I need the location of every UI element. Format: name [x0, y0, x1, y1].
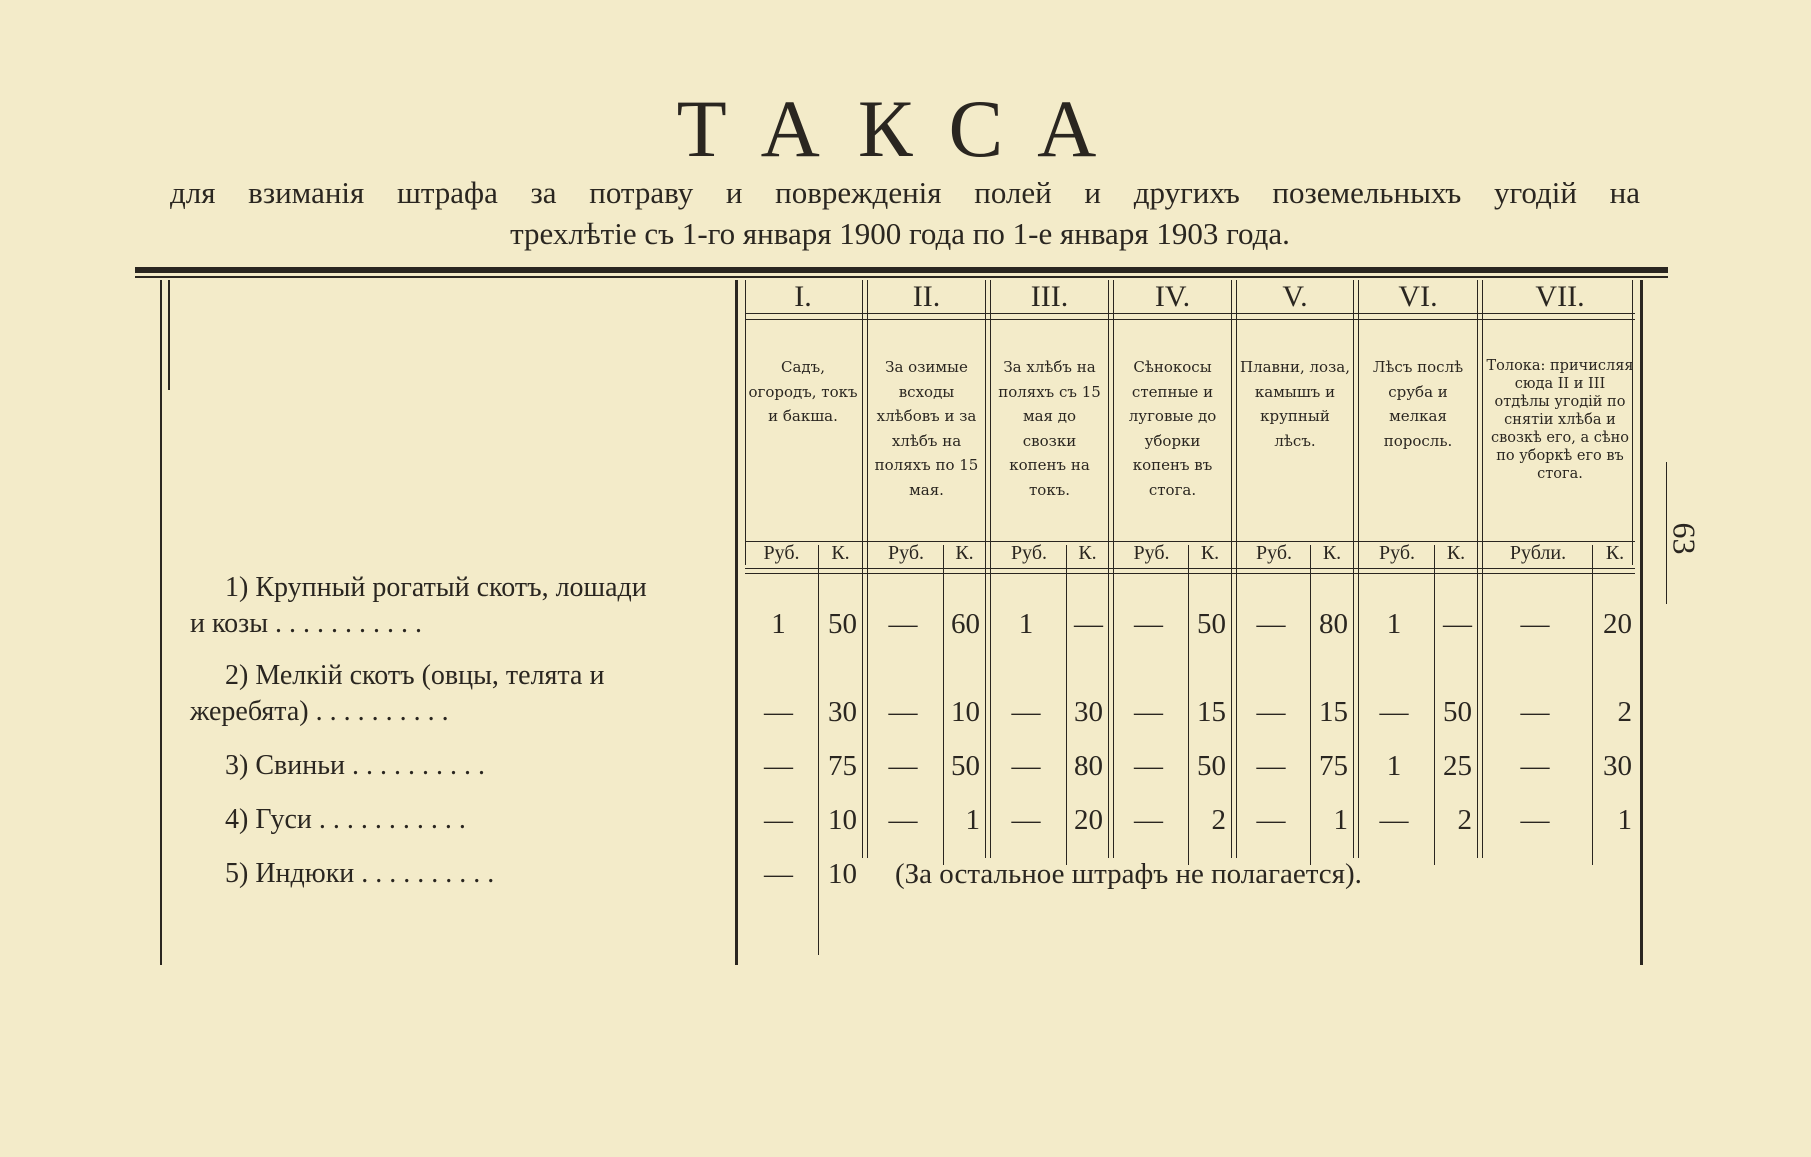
column-numeral: I. [794, 280, 812, 313]
rub-unit-label: Руб. [1010, 542, 1048, 564]
rub-value: — [1520, 608, 1550, 640]
subtitle-line-2: трехлѣтіе съ 1-го января 1900 года по 1-е января 1903 года. [510, 216, 1290, 251]
rub-value: 1 [771, 608, 786, 640]
top-rule-thin [135, 276, 1668, 278]
kopek-value: — [1443, 608, 1472, 640]
rub-k-separator [1066, 545, 1067, 865]
column-separator [1108, 280, 1109, 858]
table-right-border [1640, 280, 1643, 965]
rub-k-separator [1592, 545, 1593, 865]
rub-value: — [1256, 608, 1286, 640]
kopek-unit-label: К. [955, 542, 974, 564]
margin-rule [1666, 462, 1667, 604]
row-label: 5) Индюки . . . . . . . . . . [225, 858, 495, 889]
top-rule [135, 267, 1668, 273]
kopek-unit-label: К. [831, 542, 850, 564]
kopek-value: 50 [1443, 696, 1472, 728]
kopek-value: 30 [1074, 696, 1103, 728]
kopek-value: 30 [828, 696, 857, 728]
row-label-continuation: жеребята) . . . . . . . . . . [190, 696, 449, 727]
rub-value: — [764, 696, 793, 728]
row-label: 3) Свиньи . . . . . . . . . . [225, 750, 485, 781]
kopek-unit-label: К. [1605, 542, 1625, 564]
kopek-value: 20 [1074, 804, 1103, 836]
kopek-value: 1 [1617, 804, 1632, 836]
rub-value: — [1134, 608, 1163, 640]
rub-value: — [888, 750, 918, 782]
kopek-value: 60 [951, 608, 980, 640]
kopek-value: 75 [828, 750, 857, 782]
column-description: Садъ, огородъ, токъ и бакша. [748, 358, 858, 425]
kopek-value: 75 [1319, 750, 1348, 782]
kopek-value: 50 [951, 750, 980, 782]
rub-value: — [888, 804, 918, 836]
column-separator [985, 280, 986, 858]
kopek-value: 15 [1197, 696, 1226, 728]
column-description: Плавни, лоза, камышъ и крупный лѣсъ. [1240, 358, 1350, 450]
rub-k-separator [1188, 545, 1189, 865]
unit-rule [745, 573, 1635, 574]
kopek-value: 2 [1457, 804, 1472, 836]
kopek-value: 25 [1443, 750, 1472, 782]
row-label: 1) Крупный рогатый скотъ, лошади [225, 572, 647, 603]
unit-rule [745, 568, 1635, 569]
rub-value: — [1256, 804, 1286, 836]
column-separator [867, 280, 868, 858]
rub-value: — [1134, 750, 1163, 782]
kopek-value: 80 [1074, 750, 1103, 782]
rub-value: — [1520, 750, 1550, 782]
table-left-border [160, 280, 162, 965]
header-rule [745, 319, 1635, 320]
rub-value: — [1134, 696, 1163, 728]
kopek-value: 50 [1197, 750, 1226, 782]
rub-value: — [1011, 696, 1041, 728]
kopek-value: 50 [1197, 608, 1226, 640]
column-separator [1353, 280, 1354, 858]
page-number: 63 [1666, 522, 1703, 555]
rub-value: — [1134, 804, 1163, 836]
column-separator [1477, 280, 1478, 858]
rub-value: — [1011, 804, 1041, 836]
footnote: (За остальное штрафъ не полагается). [895, 858, 1362, 890]
rub-value: — [888, 696, 918, 728]
rub-value: — [1379, 696, 1409, 728]
row-label-continuation: и козы . . . . . . . . . . . [190, 608, 423, 639]
column-separator [1358, 280, 1359, 858]
column-separator [862, 280, 863, 858]
column-separator [1113, 280, 1114, 858]
kopek-value: 2 [1617, 696, 1632, 728]
rub-value: — [764, 858, 793, 890]
rub-value: — [1256, 696, 1286, 728]
rub-value: — [1379, 804, 1409, 836]
rub-value: — [764, 804, 793, 836]
rub-unit-label: Руб. [1255, 542, 1293, 564]
kopek-unit-label: К. [1446, 542, 1466, 564]
rub-value: — [764, 750, 793, 782]
column-numeral: IV. [1154, 280, 1191, 313]
kopek-value: 1 [1333, 804, 1348, 836]
rub-value: 1 [1386, 750, 1402, 782]
rub-value: — [1520, 696, 1550, 728]
rub-unit-label: Рубли. [1509, 542, 1567, 564]
kopek-value: 15 [1319, 696, 1348, 728]
kopek-value: — [1074, 608, 1103, 640]
table-left-border-inner [168, 280, 170, 390]
rub-unit-label: Руб. [1133, 542, 1170, 564]
rub-k-separator [943, 545, 944, 865]
kopek-value: 80 [1319, 608, 1348, 640]
rub-value: — [1256, 750, 1286, 782]
kopek-unit-label: К. [1200, 542, 1220, 564]
column-separator [990, 280, 991, 858]
row-label: 4) Гуси . . . . . . . . . . . [225, 804, 466, 835]
column-description: За озимые всходы хлѣбовъ и за хлѣбъ на поляхъ по 15 мая. [874, 358, 979, 499]
column-numeral: III. [1030, 280, 1069, 313]
row-label: 2) Мелкій скотъ (овцы, телята и [225, 660, 605, 691]
kopek-value: 10 [828, 858, 857, 890]
label-column-border [735, 280, 738, 965]
rub-value: 1 [1386, 608, 1402, 640]
rub-k-separator [818, 545, 819, 955]
column-numeral: VII. [1535, 280, 1585, 313]
column-separator [1231, 280, 1232, 858]
kopek-value: 2 [1211, 804, 1226, 836]
kopek-value: 20 [1603, 608, 1632, 640]
kopek-unit-label: К. [1322, 542, 1342, 564]
kopek-value: 10 [951, 696, 980, 728]
rub-unit-label: Руб. [887, 542, 925, 564]
column-numeral: V. [1282, 280, 1308, 313]
column-description: Толока: причисляя сюда II и III отдѣлы угодій по снятіи хлѣба и свозкѣ его, а сѣно по уборкѣ его въ стога. [1486, 358, 1634, 482]
rub-unit-label: Руб. [763, 542, 800, 564]
rub-value: — [1520, 804, 1550, 836]
kopek-value: 50 [828, 608, 857, 640]
column-numeral: II. [912, 280, 941, 313]
column-description: Сѣнокосы степные и луговые до уборки копенъ въ стога. [1128, 358, 1217, 499]
kopek-value: 30 [1603, 750, 1632, 782]
kopek-value: 10 [828, 804, 857, 836]
page-title: ТАКСА [676, 83, 1135, 174]
label-column-border-2 [745, 280, 746, 565]
column-separator [1236, 280, 1237, 858]
rub-k-separator [1310, 545, 1311, 865]
column-separator [1482, 280, 1483, 858]
rub-unit-label: Руб. [1378, 542, 1416, 564]
rub-k-separator [1434, 545, 1435, 865]
rub-value: — [1011, 750, 1041, 782]
rub-value: — [888, 608, 918, 640]
kopek-value: 1 [965, 804, 980, 836]
column-numeral: VI. [1398, 280, 1438, 313]
column-description: За хлѣбъ на поляхъ съ 15 мая до свозки копенъ на токъ. [998, 358, 1101, 499]
subtitle-line-1: для взиманія штрафа за потраву и поврежденія полей и другихъ поземельныхъ угодій на [170, 175, 1640, 210]
rub-value: 1 [1018, 608, 1034, 640]
kopek-unit-label: К. [1078, 542, 1097, 564]
column-description: Лѣсъ послѣ сруба и мелкая поросль. [1372, 358, 1464, 450]
